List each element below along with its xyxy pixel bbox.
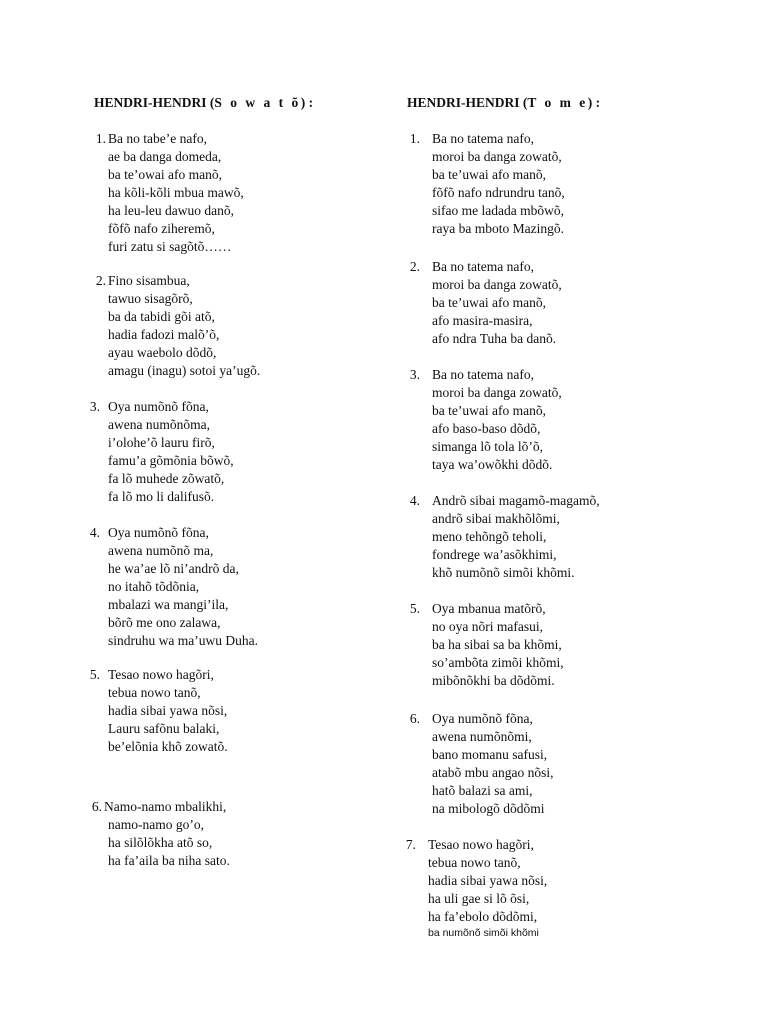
verse-line: i’olohe’õ lauru firõ,	[108, 435, 215, 450]
verse-line: fondrege wa’asõkhimi,	[432, 547, 557, 562]
verse-number: 2.	[95, 273, 106, 288]
left-heading-prefix: HENDRI-HENDRI (	[94, 95, 215, 110]
left-heading-spaced: S o w a t õ	[214, 95, 301, 110]
verse-line: tebua nowo tanõ,	[428, 855, 521, 870]
verse-line: namo-namo go’o,	[108, 817, 204, 832]
verse-line: ha kõli-kõli mbua mawõ,	[108, 185, 244, 200]
right-verse-1	[398, 130, 728, 238]
verse-line: ha leu-leu dawuo danõ,	[108, 203, 234, 218]
verse-line: no oya nõri mafasui,	[432, 619, 543, 634]
verse-line: moroi ba danga zowatõ,	[432, 149, 562, 164]
verse-line: tebua nowo tanõ,	[108, 685, 201, 700]
verse-number: 2.	[409, 259, 420, 274]
left-heading-suffix: ) :	[300, 95, 314, 110]
verse-line: Andrõ sibai magamõ-magamõ,	[432, 493, 600, 508]
verse-line: simanga lõ tola lõ’õ,	[432, 439, 543, 454]
verse-number: 4.	[409, 493, 420, 508]
verse-line: awena numõnõma,	[108, 417, 210, 432]
verse-line: ba da tabidi gõi atõ,	[108, 309, 215, 324]
verse-line: ba te’uwai afo manõ,	[432, 295, 546, 310]
verse-number: 6.	[91, 799, 102, 814]
verse-line: Ba no tabe’e nafo,	[108, 131, 207, 146]
verse-line: hadia fadozi malõ’õ,	[108, 327, 220, 342]
verse-line: Ba no tatema nafo,	[432, 367, 534, 382]
verse-line: hadia sibai yawa nõsi,	[108, 703, 228, 718]
right-verse-6	[398, 710, 728, 818]
verse-line: mbalazi wa mangi’ila,	[108, 597, 229, 612]
verse-line: amagu (inagu) sotoi ya’ugõ.	[108, 363, 261, 378]
verse-line: fa lõ mo li dalifusõ.	[108, 489, 215, 504]
right-heading	[407, 94, 730, 112]
left-verse-1	[84, 130, 384, 256]
right-column	[400, 94, 730, 940]
verse-line: andrõ sibai makhõlõmi,	[432, 511, 560, 526]
verse-line: hadia sibai yawa nõsi,	[428, 873, 548, 888]
verse-line: Oya numõnõ fõna,	[108, 399, 209, 414]
verse-line: tawuo sisagõrõ,	[108, 291, 193, 306]
left-verse-3	[78, 398, 378, 506]
verse-line: fõfõ nafo ndrundru tanõ,	[432, 185, 565, 200]
verse-line: be’elõnia khõ zowatõ.	[108, 739, 228, 754]
left-verse-5	[78, 666, 378, 756]
verse-line: ha uli gae si lõ õsi,	[428, 891, 530, 906]
verse-number: 6.	[409, 711, 420, 726]
verse-line: fõfõ nafo ziheremõ,	[108, 221, 215, 236]
verse-number: 1.	[409, 131, 420, 146]
verse-line-small: ba numõnõ simõi khõmi	[428, 927, 539, 939]
verse-line: khõ numõnõ simõi khõmi.	[432, 565, 575, 580]
verse-line: awena numõnõmi,	[432, 729, 532, 744]
verse-line: Tesao nowo hagõri,	[108, 667, 214, 682]
left-verse-4	[78, 524, 378, 650]
left-column	[84, 94, 384, 870]
verse-line: afo ndra Tuha ba danõ.	[432, 331, 557, 346]
verse-line: fa lõ muhede zõwatõ,	[108, 471, 225, 486]
verse-line: no itahõ tõdõnia,	[108, 579, 200, 594]
verse-number: 3.	[89, 399, 100, 414]
verse-line: bõrõ me ono zalawa,	[108, 615, 221, 630]
verse-line: mibõnõkhi ba dõdõmi.	[432, 673, 555, 688]
verse-number: 5.	[89, 667, 100, 682]
verse-line: Ba no tatema nafo,	[432, 259, 534, 274]
verse-line: bano momanu safusi,	[432, 747, 548, 762]
verse-line: moroi ba danga zowatõ,	[432, 277, 562, 292]
right-heading-suffix: ) :	[587, 95, 601, 110]
verse-line: ayau waebolo dõdõ,	[108, 345, 217, 360]
verse-line: Oya numõnõ fõna,	[108, 525, 209, 540]
verse-line: ba ha sibai sa ba khõmi,	[432, 637, 562, 652]
verse-line: famu’a gõmõnia bõwõ,	[108, 453, 234, 468]
verse-line: awena numõnõ ma,	[108, 543, 214, 558]
verse-line: Oya mbanua matõrõ,	[432, 601, 546, 616]
verse-line: ba te’uwai afo manõ,	[432, 167, 546, 182]
verse-line: taya wa’owõkhi dõdõ.	[432, 457, 553, 472]
verse-line: moroi ba danga zowatõ,	[432, 385, 562, 400]
verse-line: Fino sisambua,	[108, 273, 190, 288]
verse-line: he wa’ae lõ ni’andrõ da,	[108, 561, 239, 576]
verse-number: 1.	[95, 131, 106, 146]
right-heading-prefix: HENDRI-HENDRI (	[407, 95, 528, 110]
verse-line: Lauru safõnu balaki,	[108, 721, 220, 736]
verse-number: 4.	[89, 525, 100, 540]
right-verse-2	[398, 258, 728, 348]
verse-number: 5.	[409, 601, 420, 616]
verse-line: ba te’uwai afo manõ,	[432, 403, 546, 418]
left-verse-6	[84, 798, 384, 870]
verse-line: sifao me ladada mbõwõ,	[432, 203, 564, 218]
verse-line: Namo-namo mbalikhi,	[104, 799, 227, 814]
verse-line: ha silõlõkha atõ so,	[108, 835, 213, 850]
verse-line: meno tehõngõ teholi,	[432, 529, 547, 544]
verse-line: afo masira-masira,	[432, 313, 533, 328]
right-verse-3	[398, 366, 728, 474]
right-verse-7	[394, 836, 724, 940]
verse-line: ba te’owai afo manõ,	[108, 167, 222, 182]
verse-line: ha fa’aila ba niha sato.	[108, 853, 230, 868]
verse-line: furi zatu si sagõtõ……	[108, 239, 232, 254]
verse-line: afo baso-baso dõdõ,	[432, 421, 541, 436]
verse-line: Ba no tatema nafo,	[432, 131, 534, 146]
left-heading	[94, 94, 384, 112]
verse-line: atabõ mbu angao nõsi,	[432, 765, 554, 780]
verse-line: raya ba mboto Mazingõ.	[432, 221, 564, 236]
left-verse-2	[84, 272, 384, 380]
verse-line: so’ambõta zimõi khõmi,	[432, 655, 564, 670]
verse-line: na mibologõ dõdõmi	[432, 801, 545, 816]
verse-number: 7.	[405, 837, 416, 852]
verse-line: sindruhu wa ma’uwu Duha.	[108, 633, 258, 648]
verse-number: 3.	[409, 367, 420, 382]
verse-line: Tesao nowo hagõri,	[428, 837, 534, 852]
verse-line: ha fa’ebolo dõdõmi,	[428, 909, 538, 924]
right-heading-spaced: T o m e	[527, 95, 588, 110]
right-verse-4	[398, 492, 728, 582]
verse-line: hatõ balazi sa ami,	[432, 783, 533, 798]
verse-line: ae ba danga domeda,	[108, 149, 222, 164]
right-verse-5	[398, 600, 728, 690]
verse-line: Oya numõnõ fõna,	[432, 711, 533, 726]
